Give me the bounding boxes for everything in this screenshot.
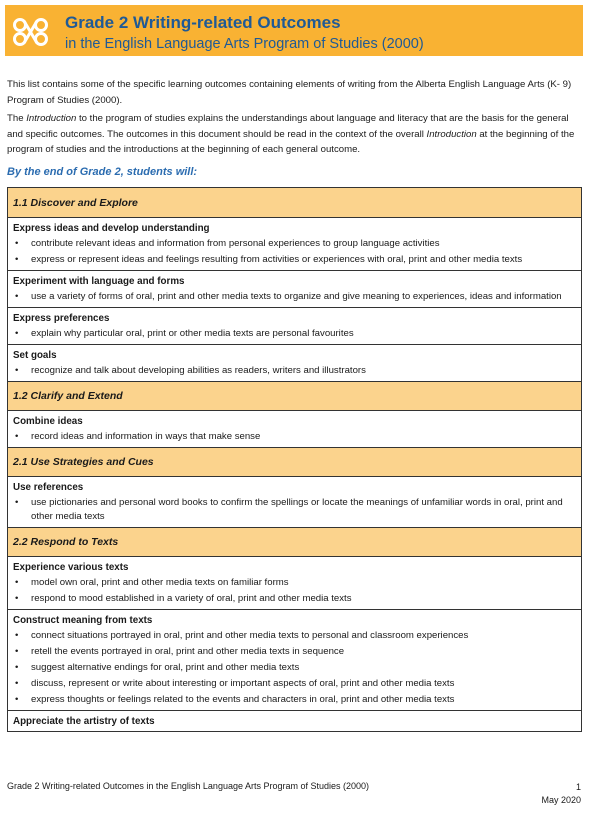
bullet-icon: • <box>15 662 19 673</box>
subsection <box>8 344 581 381</box>
outcome-text: retell the events portrayed in oral, print and other media texts in sequence <box>31 646 345 657</box>
subsection-heading: Express preferences <box>13 313 110 324</box>
outcome-text: use a variety of forms of oral, print and other media texts to organize and give meaning to experiences, ideas and information <box>31 291 562 302</box>
page-title: Grade 2 Writing-related Outcomes <box>65 13 341 32</box>
bullet-icon: • <box>15 254 19 265</box>
outcome-text: use pictionaries and personal word books to confirm the spellings or locate the meanings of unfamiliar words in oral, print and other media texts <box>31 497 563 522</box>
subsection <box>8 307 581 344</box>
bullet-icon: • <box>15 694 19 705</box>
outcome-item <box>13 290 575 304</box>
outcome-item <box>13 237 575 251</box>
outcome-text: express thoughts or feelings related to the events and characters in oral, print and other media texts <box>31 694 455 705</box>
outcome-text: respond to mood established in a variety of oral, print and other media texts <box>31 593 352 604</box>
outcome-item <box>13 693 575 707</box>
bullet-icon: • <box>15 630 19 641</box>
bullet-icon: • <box>15 577 19 588</box>
bullet-icon: • <box>15 238 19 249</box>
outcome-item <box>13 645 575 659</box>
page-subtitle: in the English Language Arts Program of Studies (2000) <box>65 36 424 52</box>
outcome-text: explain why particular oral, print or other media texts are personal favourites <box>31 328 354 339</box>
outcome-text: suggest alternative endings for oral, print and other media texts <box>31 662 300 673</box>
outcome-text: model own oral, print and other media texts on familiar forms <box>31 577 289 588</box>
outcome-item <box>13 327 575 341</box>
outcome-item <box>13 677 575 691</box>
subsection-heading: Combine ideas <box>13 416 83 427</box>
subsection-heading: Experiment with language and forms <box>13 276 185 287</box>
outcome-text: recognize and talk about developing abilities as readers, writers and illustrators <box>31 365 366 376</box>
outcome-text: express or represent ideas and feelings resulting from activities or experiences with oral, print and other media texts <box>31 254 523 265</box>
outcome-item <box>13 661 575 675</box>
page-number: 1 <box>575 782 581 792</box>
outcome-text: contribute relevant ideas and information from personal experiences to group language activities <box>31 238 440 249</box>
outcome-item <box>13 253 575 267</box>
subsection <box>8 609 581 710</box>
footer-title: Grade 2 Writing-related Outcomes in the English Language Arts Program of Studies (2000) <box>7 781 370 791</box>
outcomes-table <box>7 187 582 732</box>
intro-paragraph-2: The Introduction to the program of studies explains the understandings about language and literacy that are the basis for the general and specific outcomes. The outcomes in this document should be read in the context of the overall Introduction at the beginning of the program of studies and the introductions at the beginning of each general outcome. <box>7 113 575 155</box>
subsection <box>8 556 581 609</box>
outcome-item <box>13 576 575 590</box>
bullet-icon: • <box>15 291 19 302</box>
section-header: 2.2 Respond to Texts <box>8 527 581 556</box>
subsection-heading: Experience various texts <box>13 562 129 573</box>
bullet-icon: • <box>15 365 19 376</box>
outcome-item <box>13 430 575 444</box>
bullet-icon: • <box>15 646 19 657</box>
outcome-item <box>13 496 575 524</box>
subsection <box>8 217 581 270</box>
header-banner <box>5 5 583 56</box>
subsection-heading: Express ideas and develop understanding <box>13 223 210 234</box>
bullet-icon: • <box>15 431 19 442</box>
subsection <box>8 410 581 447</box>
alberta-logo-icon <box>10 17 52 47</box>
section-header: 1.2 Clarify and Extend <box>8 381 581 410</box>
bullet-icon: • <box>15 593 19 604</box>
subsection-heading: Use references <box>13 482 84 493</box>
subsection <box>8 270 581 307</box>
subsection <box>8 710 581 731</box>
outcome-item <box>13 629 575 643</box>
footer-meta <box>541 781 581 807</box>
outcome-item <box>13 364 575 378</box>
outcome-item <box>13 592 575 606</box>
bullet-icon: • <box>15 678 19 689</box>
intro-paragraph-1: This list contains some of the specific learning outcomes containing elements of writing from the Alberta English Language Arts (K- 9) Program of Studies (2000). <box>7 79 572 106</box>
section-header: 1.1 Discover and Explore <box>8 188 581 217</box>
subsection-heading: Set goals <box>13 350 57 361</box>
outcome-text: discuss, represent or write about interesting or important aspects of oral, print and other media texts <box>31 678 455 689</box>
outcome-text: connect situations portrayed in oral, print and other media texts to personal and classroom experiences <box>31 630 469 641</box>
lead-statement: By the end of Grade 2, students will: <box>7 166 198 178</box>
bullet-icon: • <box>15 497 19 508</box>
subsection-heading: Appreciate the artistry of texts <box>13 716 155 727</box>
outcome-text: record ideas and information in ways that make sense <box>31 431 261 442</box>
bullet-icon: • <box>15 328 19 339</box>
subsection <box>8 476 581 527</box>
section-header: 2.1 Use Strategies and Cues <box>8 447 581 476</box>
subsection-heading: Construct meaning from texts <box>13 615 153 626</box>
footer-date: May 2020 <box>541 795 581 805</box>
